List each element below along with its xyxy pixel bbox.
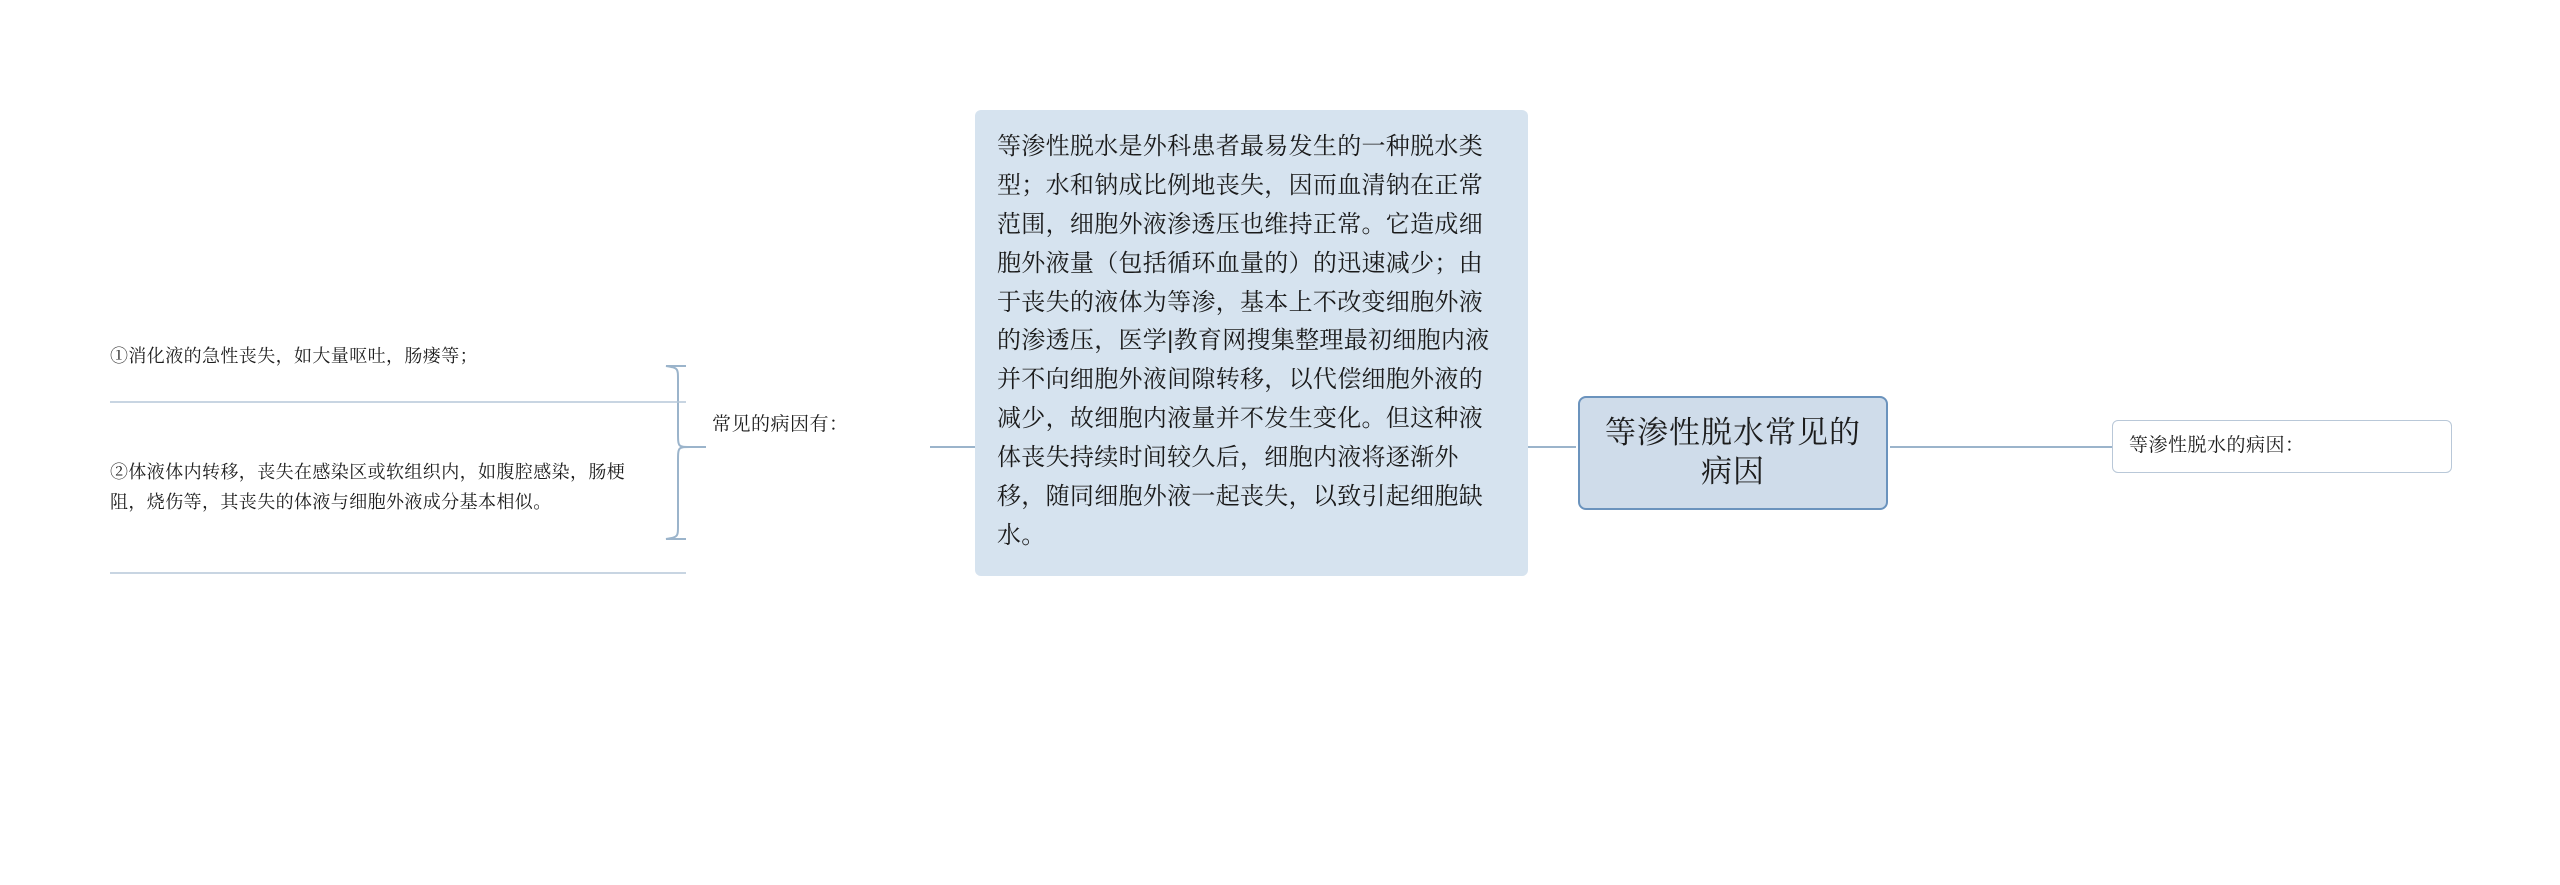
- mid-label-node[interactable]: 常见的病因有：: [712, 414, 849, 435]
- leaf-node-item-1[interactable]: ①消化液的急性丧失，如大量呕吐，肠瘘等；: [110, 346, 478, 366]
- connector-branch-caps: [678, 366, 686, 539]
- root-node[interactable]: 等渗性脱水常见的病因: [1578, 396, 1888, 510]
- right-branch-node[interactable]: 等渗性脱水的病因：: [2112, 420, 2452, 473]
- leaf-node-item-2[interactable]: ②体液体内转移，丧失在感染区或软组织内，如腹腔感染，肠梗阻，烧伤等，其丧失的体液与细胞外液成分基本相似。: [110, 462, 626, 512]
- paragraph-node[interactable]: 等渗性脱水是外科患者最易发生的一种脱水类型；水和钠成比例地丧失，因而血清钠在正常范围，细胞外液渗透压也维持正常。它造成细胞外液量（包括循环血量的）的迅速减少；由于丧失的液体为等渗，基本上不改变细胞外液的渗透压，医学|教育网搜集整理最初细胞内液并不向细胞外液间隙转移，以代偿细胞外液的减少，故细胞内液量并不发生变化。但这种液体丧失持续时间较久后，细胞内液将逐渐外移，随同细胞外液一起丧失，以致引起细胞缺水。: [975, 110, 1528, 576]
- connector-branch-item-2: [666, 447, 690, 539]
- connector-branch-item-1: [666, 366, 690, 447]
